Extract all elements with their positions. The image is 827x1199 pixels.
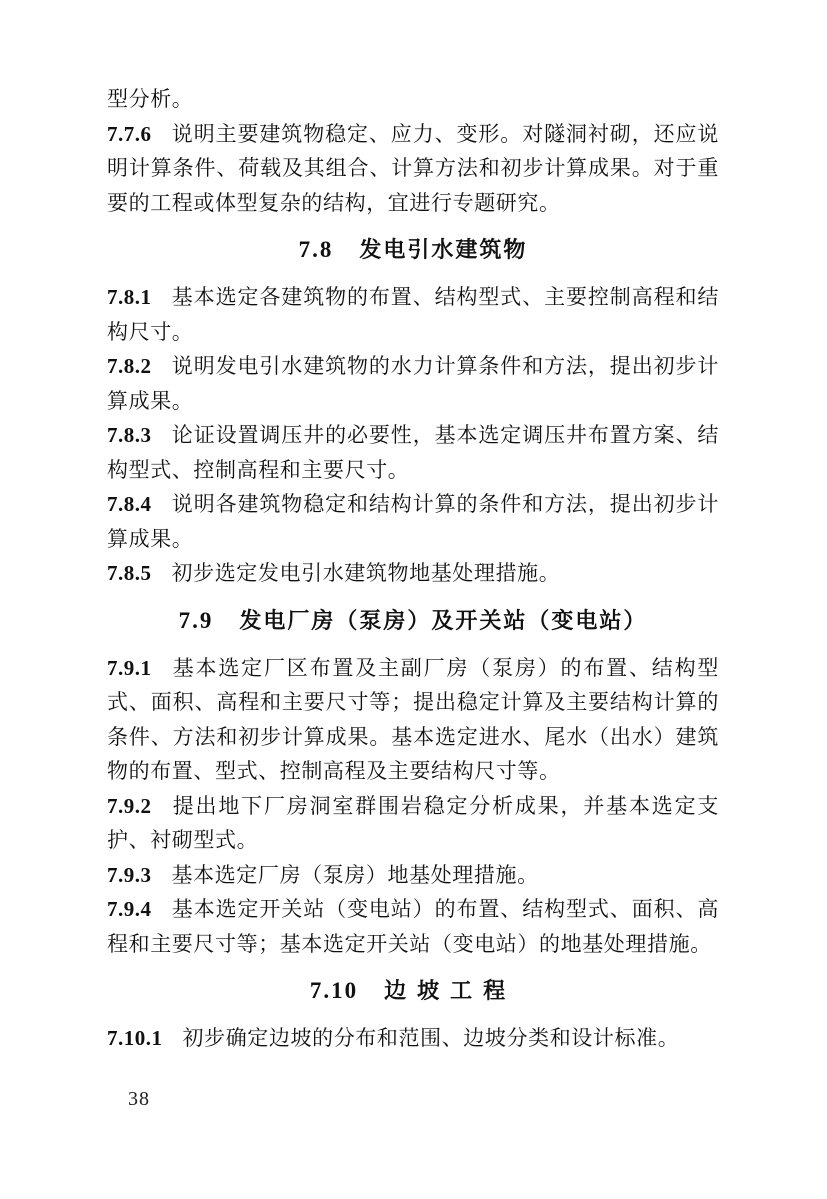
clause-text: 说明主要建筑物稳定、应力、变形。对隧洞衬砌，还应说明计算条件、荷载及其组合、计算方法和初步计算成果。对于重要的工程或体型复杂的结构，宜进行专题研究。 <box>107 121 719 215</box>
clause-text: 初步选定发电引水建筑物地基处理措施。 <box>171 561 561 585</box>
clause-text: 初步确定边坡的分布和范围、边坡分类和设计标准。 <box>182 1026 680 1050</box>
section-heading-7-9 <box>107 591 719 651</box>
clause-text: 基本选定各建筑物的布置、结构型式、主要控制高程和结构尺寸。 <box>107 285 719 344</box>
clause-text: 说明各建筑物稳定和结构计算的条件和方法，提出初步计算成果。 <box>107 492 719 551</box>
clause-number: 7.8.4 <box>107 492 152 516</box>
section-number: 7.10 <box>309 978 359 1003</box>
section-number: 7.8 <box>298 237 334 262</box>
clause-7-10-1 <box>107 1021 719 1056</box>
clause-text: 基本选定厂房（泵房）地基处理措施。 <box>171 862 539 887</box>
page-body <box>107 82 719 1056</box>
clause-7-9-3 <box>107 858 719 893</box>
clause-number: 7.8.3 <box>107 423 152 447</box>
clause-number: 7.9.2 <box>107 793 152 818</box>
clause-number: 7.8.5 <box>107 561 152 585</box>
clause-text: 论证设置调压井的必要性，基本选定调压井布置方案、结构型式、控制高程和主要尺寸。 <box>107 423 719 482</box>
clause-number: 7.8.2 <box>107 354 152 378</box>
clause-text: 提出地下厂房洞室群围岩稳定分析成果，并基本选定支护、衬砌型式。 <box>107 793 719 852</box>
clause-number: 7.8.1 <box>107 285 152 309</box>
paragraph-text: 型分析。 <box>107 87 194 111</box>
section-title: 发电厂房（泵房）及开关站（变电站） <box>239 608 648 634</box>
clause-number: 7.10.1 <box>107 1026 163 1050</box>
section-title: 发电引水建筑物 <box>359 238 528 263</box>
clause-number: 7.7.6 <box>107 121 152 146</box>
clause-number: 7.9.3 <box>107 862 152 887</box>
section-number: 7.9 <box>178 607 214 633</box>
clause-7-8-3 <box>107 418 719 487</box>
section-heading-7-8 <box>107 220 719 280</box>
section-heading-7-10 <box>107 961 719 1021</box>
clause-text: 说明发电引水建筑物的水力计算条件和方法，提出初步计算成果。 <box>107 354 719 413</box>
clause-text: 基本选定厂区布置及主副厂房（泵房）的布置、结构型式、面积、高程和主要尺寸等；提出稳定计算及主要结构计算的条件、方法和初步计算成果。基本选定进水、尾水（出水）建筑物的布置、型式、控制高程及主要结构尺寸等。 <box>107 655 719 783</box>
clause-7-7-6 <box>107 117 719 221</box>
clause-7-9-4 <box>107 892 719 961</box>
clause-7-8-2 <box>107 349 719 418</box>
section-title: 边坡工程 <box>384 979 517 1004</box>
clause-7-9-1 <box>107 651 719 789</box>
clause-7-9-2 <box>107 789 719 858</box>
paragraph-continuation <box>107 82 719 117</box>
clause-7-8-5 <box>107 556 719 591</box>
clause-number: 7.9.4 <box>107 897 152 921</box>
clause-7-8-1 <box>107 280 719 349</box>
page-number: 38 <box>128 1088 150 1110</box>
clause-number: 7.9.1 <box>107 655 152 680</box>
clause-text: 基本选定开关站（变电站）的布置、结构型式、面积、高程和主要尺寸等；基本选定开关站（变电站）的地基处理措施。 <box>107 897 719 956</box>
clause-7-8-4 <box>107 487 719 556</box>
